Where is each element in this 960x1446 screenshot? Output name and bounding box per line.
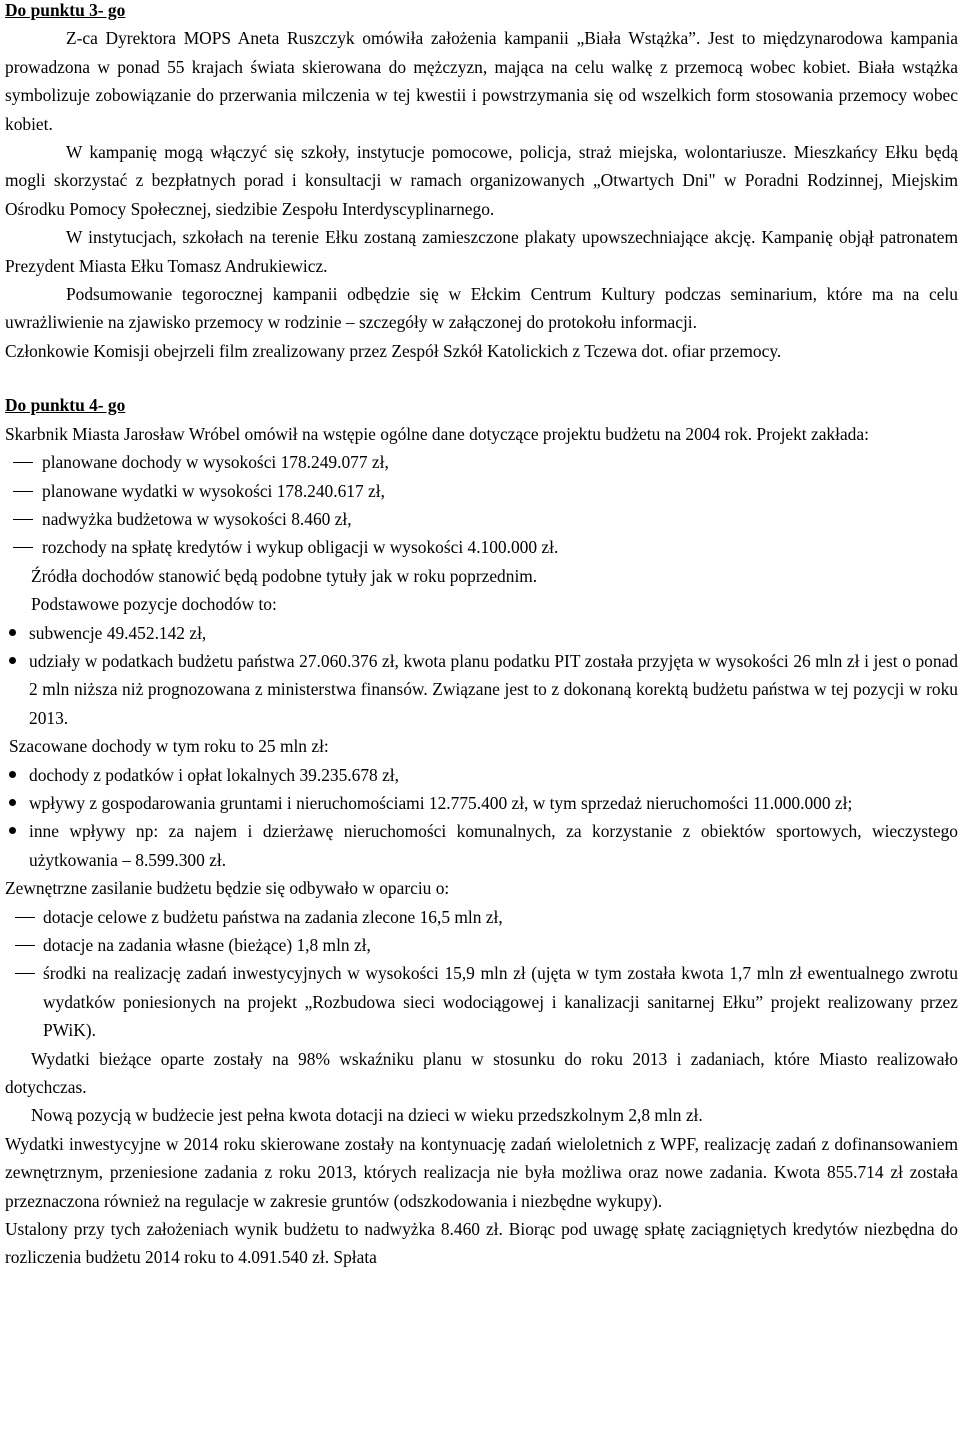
list-item: planowane dochody w wysokości 178.249.077 zł, [42, 448, 958, 476]
list-item: dotacje celowe z budżetu państwa na zadania zlecone 16,5 mln zł, [43, 903, 958, 931]
current-expenses-paragraph: Wydatki bieżące oparte zostały na 98% wskaźniku planu w stosunku do roku 2013 i zadaniach, które Miasto realizowało dotychczas. [5, 1048, 958, 1098]
basic-income-line: Podstawowe pozycje dochodów to: [31, 594, 277, 615]
document-page [5, 0, 958, 1272]
section-4-intro: Skarbnik Miasta Jarosław Wróbel omówił na wstępie ogólne dane dotyczące projektu budżetu na 2004 rok. Projekt zakłada: [5, 423, 869, 444]
estimated-income-line: Szacowane dochody w tym roku to 25 mln zł: [9, 736, 329, 757]
list-item: wpływy z gospodarowania gruntami i nieruchomościami 12.775.400 zł, w tym sprzedaż nieruchomości 11.000.000 zł; [29, 789, 958, 817]
section-3-paragraph-summary: Podsumowanie tegorocznej kampanii odbędzie się w Ełckim Centrum Kultury podczas seminarium, które ma na celu uwrażliwienie na zjawisko przemocy w rodzinie – szczegóły w załączonej do protokołu informacji. [5, 284, 958, 333]
list-item: udziały w podatkach budżetu państwa 27.060.376 zł, kwota planu podatku PIT została przyjęta w wysokości 26 mln zł i jest o ponad 2 mln niższa niż prognozowana z ministerstwa finansów. Związane jest to z dokonaną korektą budżetu państwa w tej pozycji w roku 2013. [29, 647, 958, 732]
list-item: inne wpływy np: za najem i dzierżawę nieruchomości komunalnych, za korzystanie z obiektów sportowych, wieczystego użytkowania – 8.599.300 zł. [29, 817, 958, 874]
external-funding-line: Zewnętrzne zasilanie budżetu będzie się odbywało w oparciu o: [5, 878, 450, 899]
list-item: rozchody na spłatę kredytów i wykup obligacji w wysokości 4.100.000 zł. [42, 533, 958, 561]
section-3-heading: Do punktu 3- go [5, 0, 126, 20]
section-4-heading: Do punktu 4- go [5, 395, 126, 416]
section-3-paragraph-participants: W kampanię mogą włączyć się szkoły, instytucje pomocowe, policja, straż miejska, wolontariusze. Mieszkańcy Ełku będą mogli skorzystać z bezpłatnych porad i konsultacji w ramach organizowanych „Otwartych Dni" w Poradni Rodzinnej, Miejskim Ośrodku Pomocy Społecznej, siedzibie Zespołu Interdyscyplinarnego. [5, 142, 958, 219]
list-item: dotacje na zadania własne (bieżące) 1,8 mln zł, [43, 931, 958, 959]
investment-expenses-paragraph: Wydatki inwestycyjne w 2014 roku skierowane zostały na kontynuację zadań wieloletnich z WPF, realizację zadań z dofinansowaniem zewnętrznym, przeniesione zadania z roku 2013, których realizacja nie była możliwa oraz nowe zadania. Kwota 855.714 zł została przeznaczona również na regulacje w zakresie gruntów (odszkodowania i niezbędne wykupy). [5, 1133, 958, 1211]
list-item: planowane wydatki w wysokości 178.240.617 zł, [42, 477, 958, 505]
basic-income-list [5, 619, 958, 733]
external-funding-list [5, 903, 958, 1045]
new-item-paragraph: Nową pozycją w budżecie jest pełna kwota dotacji na dzieci w wieku przedszkolnym 2,8 mln zł. [31, 1105, 703, 1126]
income-sources-line: Źródła dochodów stanowić będą podobne tytuły jak w roku poprzednim. [31, 565, 538, 586]
list-item: dochody z podatków i opłat lokalnych 39.235.678 zł, [29, 761, 958, 789]
section-3-paragraph-posters: W instytucjach, szkołach na terenie Ełku zostaną zamieszczone plakaty upowszechniające akcję. Kampanię objął patronatem Prezydent Miasta Ełku Tomasz Andrukiewicz. [5, 227, 958, 276]
section-3-paragraph-campaign: Z-ca Dyrektora MOPS Aneta Ruszczyk omówiła założenia kampanii „Biała Wstążka”. Jest to międzynarodowa kampania prowadzona w ponad 55 krajach świata skierowana do mężczyzn, mająca na celu walkę z przemocą wobec kobiet. Biała wstążka symbolizuje zobowiązanie do przerwania milczenia w tej kwestii i powstrzymania się od wszelkich form stosowania przemocy wobec kobiet. [5, 28, 958, 134]
budget-assumptions-list [5, 448, 958, 562]
estimated-income-list [5, 761, 958, 875]
list-item: nadwyżka budżetowa w wysokości 8.460 zł, [42, 505, 958, 533]
list-item: subwencje 49.452.142 zł, [29, 619, 958, 647]
budget-result-paragraph: Ustalony przy tych założeniach wynik budżetu to nadwyżka 8.460 zł. Biorąc pod uwagę spłatę zaciągniętych kredytów niezbędna do rozliczenia budżetu 2014 roku to 4.091.540 zł. Spłata [5, 1219, 958, 1268]
section-3-paragraph-film: Członkowie Komisji obejrzeli film zrealizowany przez Zespół Szkół Katolickich z Tczewa dot. ofiar przemocy. [5, 340, 782, 361]
list-item: środki na realizację zadań inwestycyjnych w wysokości 15,9 mln zł (ujęta w tym została kwota 1,7 mln zł ewentualnego zwrotu wydatków poniesionych na projekt „Rozbudowa sieci wodociągowej i kanalizacji sanitarnej Ełku” projekt realizowany przez PWiK). [43, 959, 958, 1044]
section-spacer [5, 365, 958, 391]
